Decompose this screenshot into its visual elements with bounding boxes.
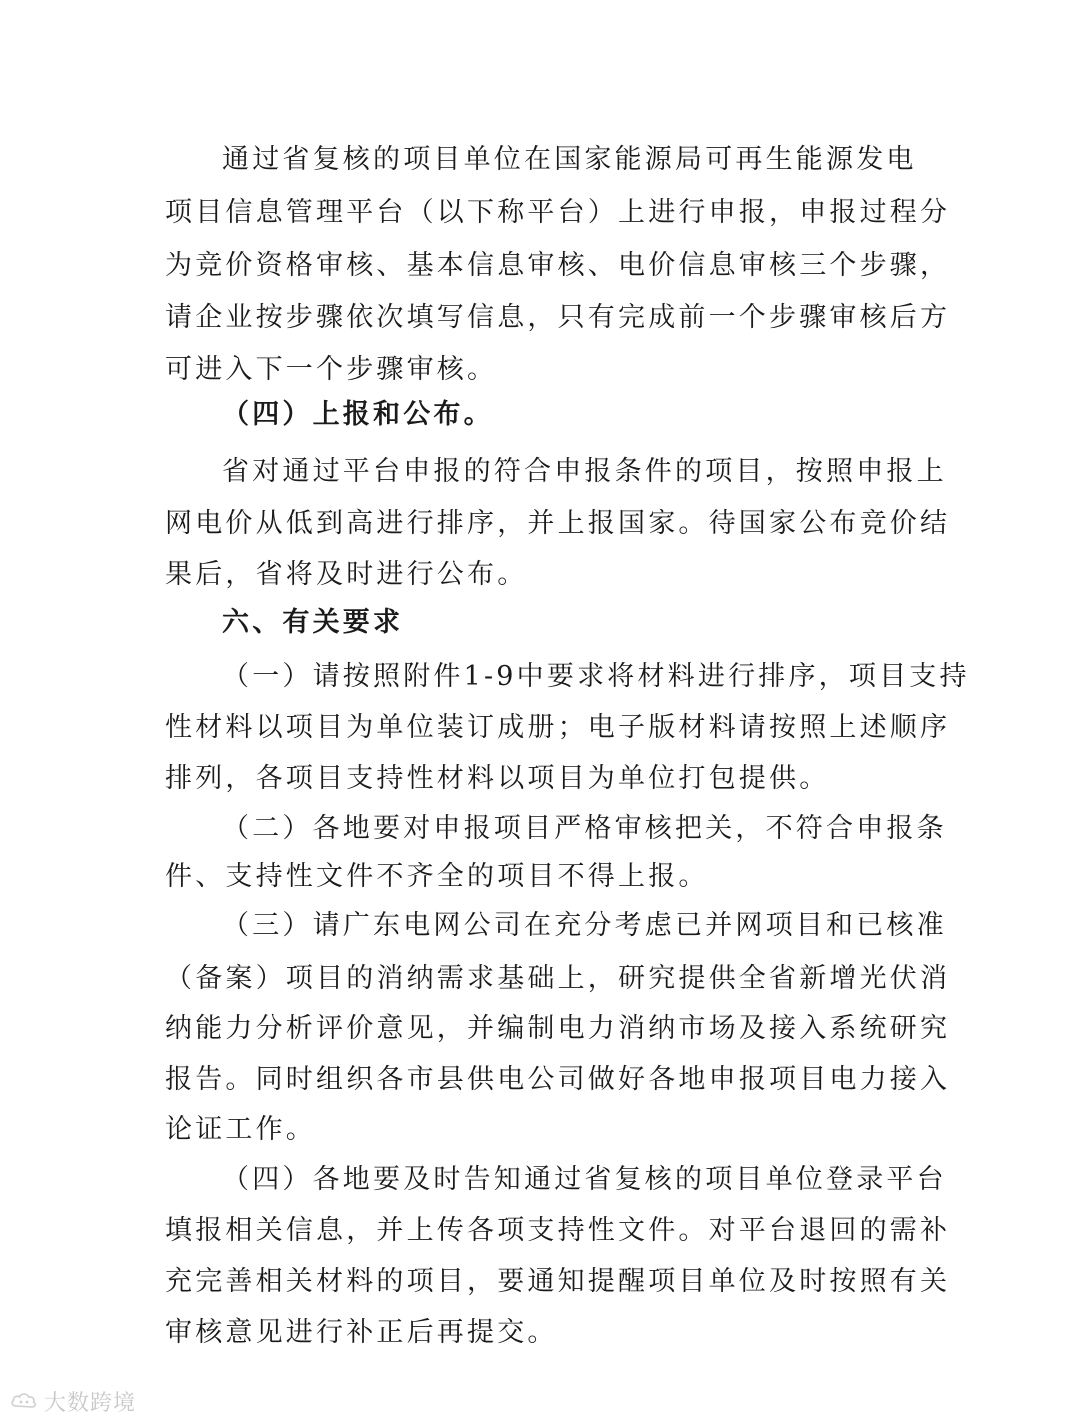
item-4-line-1: （四）各地要及时告知通过省复核的项目单位登录平台 [222,1164,947,1195]
item-3-line-2: （备案）项目的消纳需求基础上，研究提供全省新增光伏消 [165,963,951,994]
item-1-line-3: 排列，各项目支持性材料以项目为单位打包提供。 [165,763,830,794]
paragraph-3-line-3: 果后，省将及时进行公布。 [165,559,528,590]
paragraph-1-line-1: 通过省复核的项目单位在国家能源局可再生能源发电 [222,144,917,175]
item-3-line-3: 纳能力分析评价意见，并编制电力消纳市场及接入系统研究 [165,1013,951,1044]
item-1-line-1: （一）请按照附件1-9中要求将材料进行排序，项目支持 [222,661,970,692]
paragraph-3-line-1: 省对通过平台申报的符合申报条件的项目，按照申报上 [222,456,947,487]
paragraph-1-line-5: 可进入下一个步骤审核。 [165,354,498,385]
item-2-line-2: 件、支持性文件不齐全的项目不得上报。 [165,861,709,892]
item-4-line-2: 填报相关信息，并上传各项支持性文件。对平台退回的需补 [165,1215,951,1246]
item-3-line-5: 论证工作。 [165,1114,316,1145]
item-3-line-1: （三）请广东电网公司在充分考虑已并网项目和已核准 [222,910,947,941]
item-4-line-4: 审核意见进行补正后再提交。 [165,1317,558,1348]
paragraph-1-line-3: 为竞价资格审核、基本信息审核、电价信息审核三个步骤， [165,250,951,281]
paragraph-3-line-2: 网电价从低到高进行排序，并上报国家。待国家公布竞价结 [165,508,951,539]
item-3-line-4: 报告。同时组织各市县供电公司做好各地申报项目电力接入 [165,1064,951,1095]
section-heading-report-publish: （四）上报和公布。 [222,399,494,430]
watermark [10,1386,136,1416]
paragraph-1-line-4: 请企业按步骤依次填写信息，只有完成前一个步骤审核后方 [165,302,951,333]
watermark-text: 大数跨境 [44,1390,137,1416]
item-2-line-1: （二）各地要对申报项目严格审核把关，不符合申报条 [222,813,947,844]
cloud-logo-icon [10,1390,38,1412]
item-1-line-2: 性材料以项目为单位装订成册；电子版材料请按照上述顺序 [165,712,951,743]
item-4-line-3: 充完善相关材料的项目，要通知提醒项目单位及时按照有关 [165,1266,951,1297]
paragraph-1-line-2: 项目信息管理平台（以下称平台）上进行申报，申报过程分 [165,197,951,228]
section-heading-requirements: 六、有关要求 [222,607,404,638]
